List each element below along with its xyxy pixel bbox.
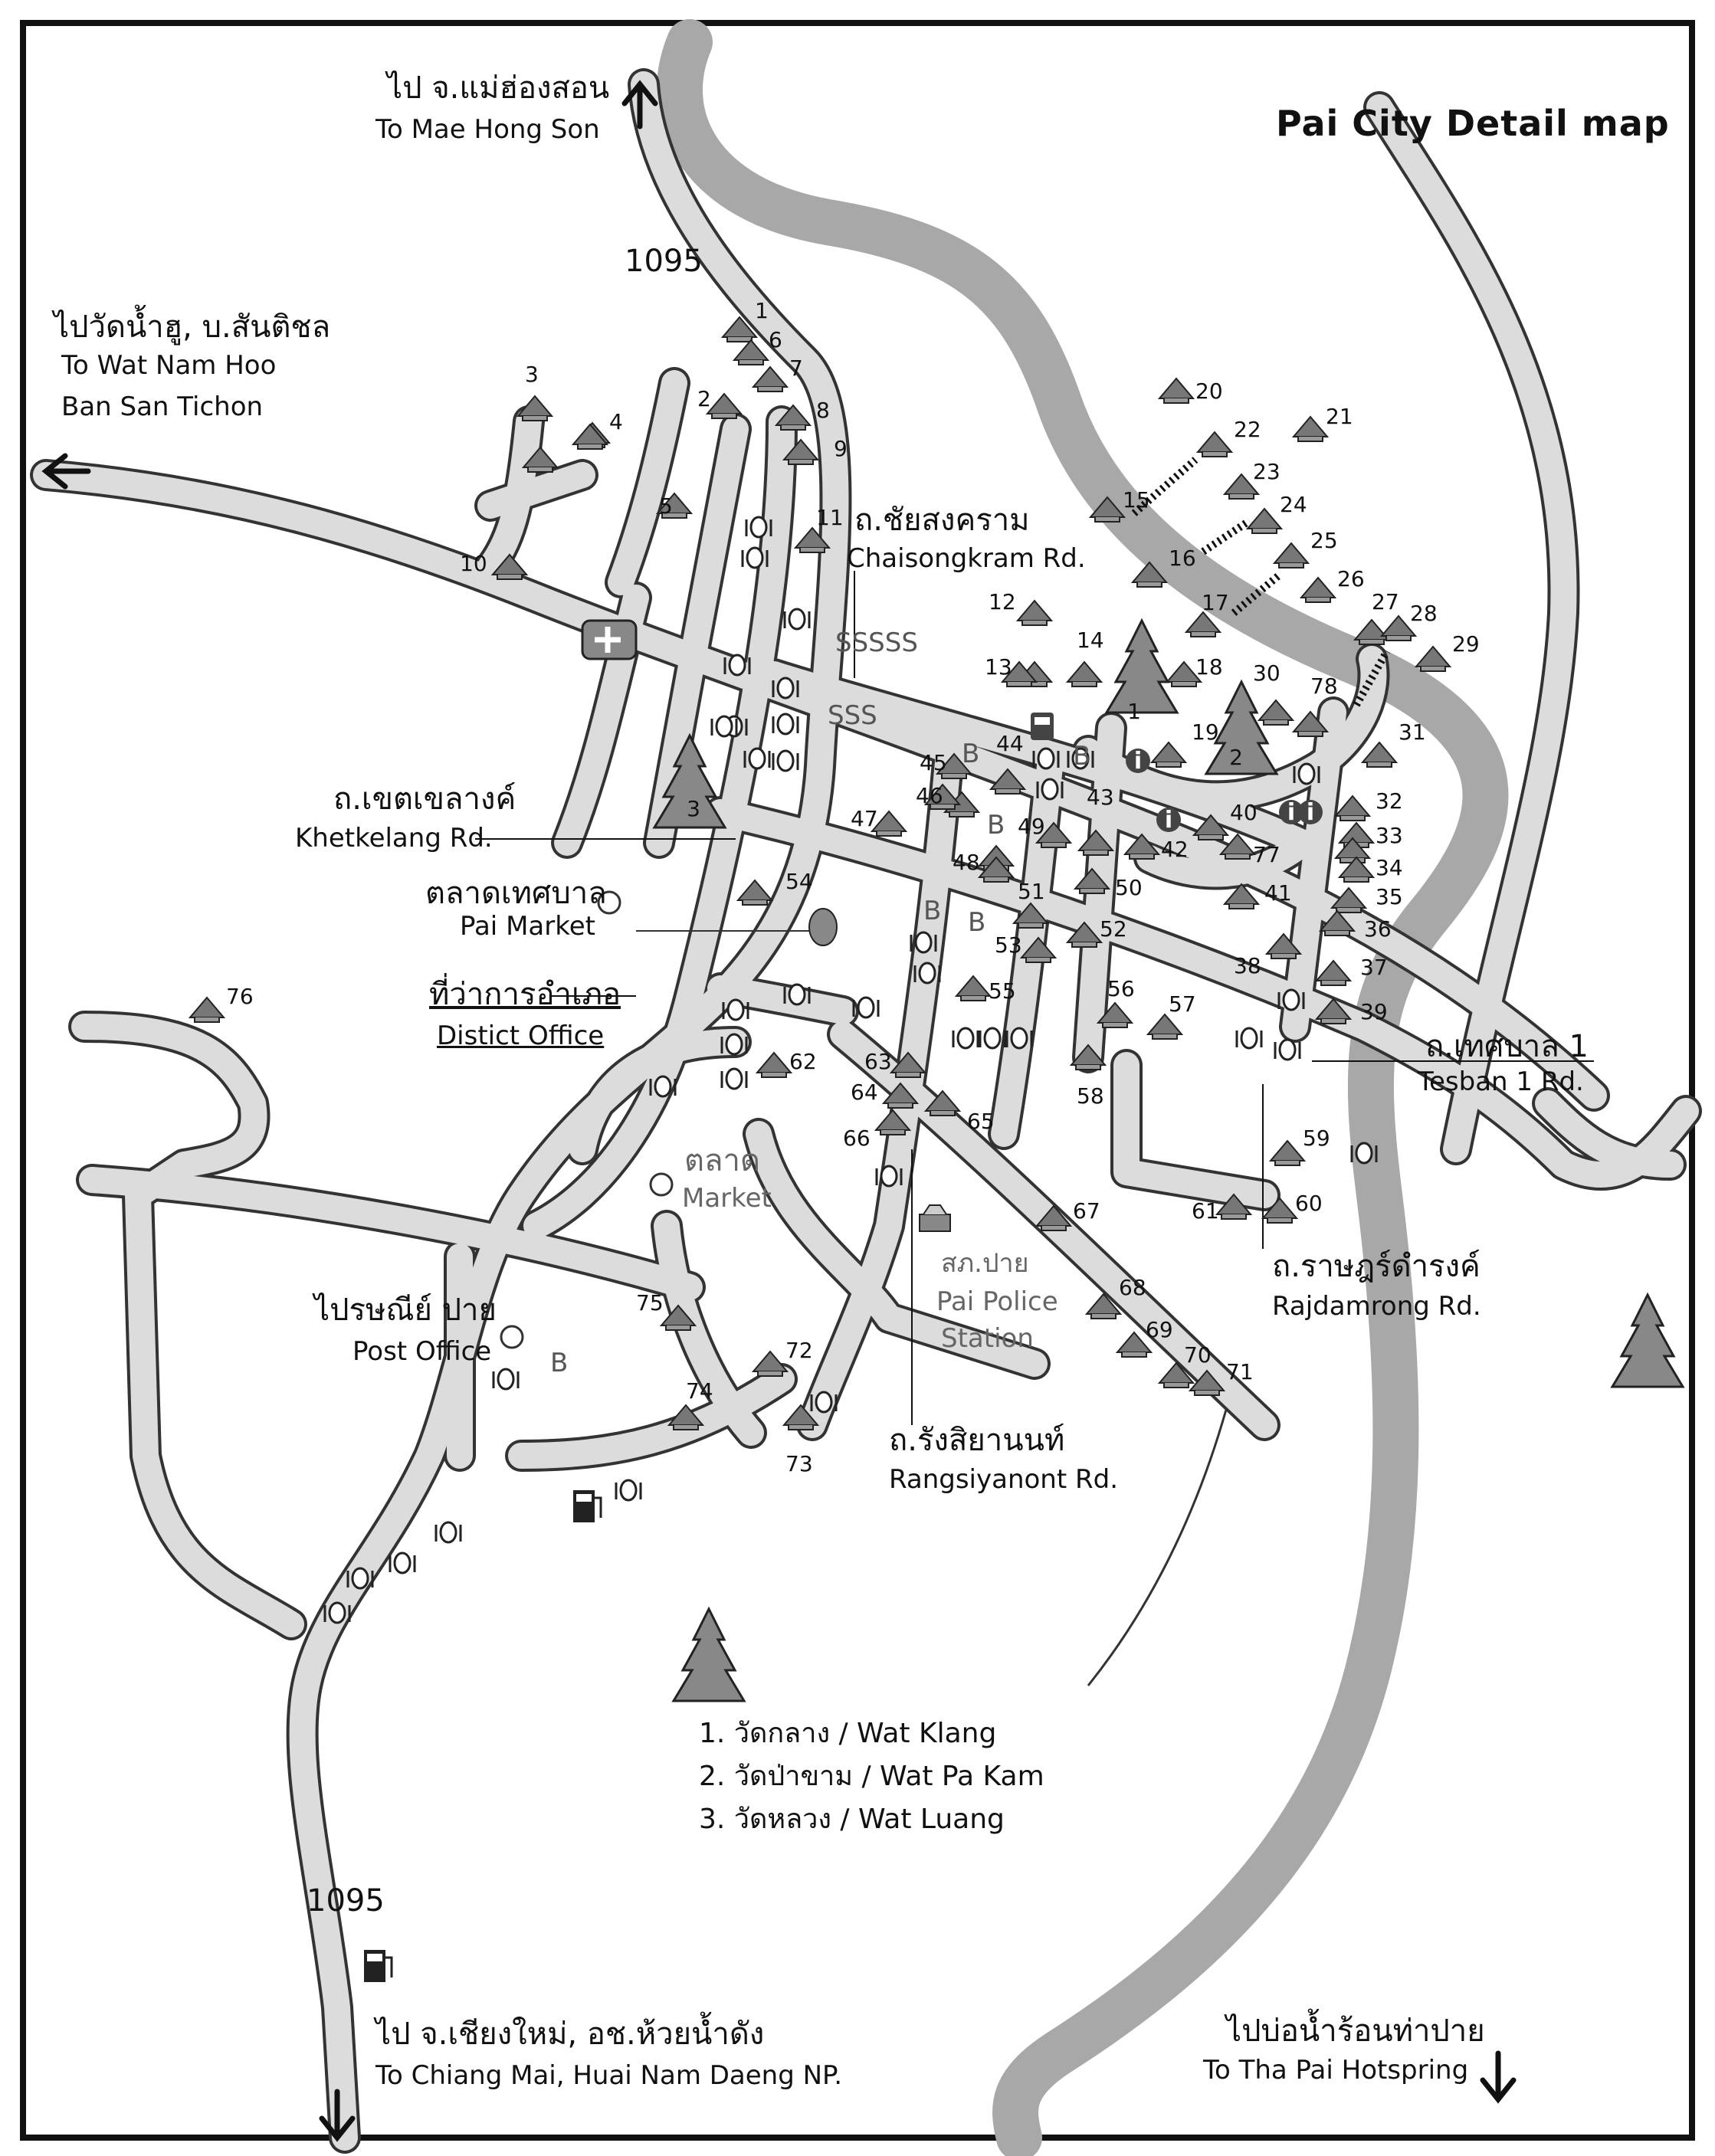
bank-label: B xyxy=(968,907,986,938)
poi-number: 24 xyxy=(1280,492,1307,517)
poi-number: 37 xyxy=(1360,955,1388,980)
market-marker xyxy=(651,1174,672,1195)
poi-number: 39 xyxy=(1360,999,1388,1024)
poi-number: 19 xyxy=(1192,719,1219,745)
poi-number: 43 xyxy=(1087,785,1114,810)
to-chiang-mai-en: To Chiang Mai, Huai Nam Daeng NP. xyxy=(375,2060,843,2091)
poi-number: 38 xyxy=(1234,953,1261,978)
khetkelang-rd-en: Khetkelang Rd. xyxy=(295,823,493,854)
map-title: Pai City Detail map xyxy=(1276,103,1670,144)
poi-number: 71 xyxy=(1226,1359,1254,1384)
poi-number: 30 xyxy=(1253,660,1281,686)
poi-number: 17 xyxy=(1202,590,1229,615)
poi-number: 68 xyxy=(1119,1275,1146,1300)
poi-number: 69 xyxy=(1146,1317,1173,1342)
poi-number: 76 xyxy=(226,984,254,1009)
road-curve-marks: SSS xyxy=(828,700,877,731)
post-office-en: Post Office xyxy=(353,1336,492,1367)
poi-number: 44 xyxy=(996,731,1024,756)
post-office-th: ไปรษณีย์ ปาย xyxy=(314,1293,497,1328)
poi-number: 74 xyxy=(686,1378,713,1404)
poi-number: 52 xyxy=(1100,916,1127,942)
police-station-en-2: Station xyxy=(941,1323,1034,1354)
svg-text:i: i xyxy=(1306,799,1315,826)
poi-number: 77 xyxy=(1253,842,1281,867)
poi-number: 41 xyxy=(1264,880,1292,906)
poi-number: 18 xyxy=(1195,654,1223,680)
poi-number: 59 xyxy=(1303,1126,1330,1151)
khetkelang-rd-th: ถ.เขตเขลางค์ xyxy=(333,781,516,817)
poi-number: 11 xyxy=(816,505,844,530)
poi-number: 64 xyxy=(851,1080,878,1105)
poi-number: 72 xyxy=(785,1338,813,1363)
svg-text:i: i xyxy=(1164,807,1173,834)
legend-item-wat-luang: 3. วัดหลวง / Wat Luang xyxy=(699,1804,1005,1835)
police-station-en-1: Pai Police xyxy=(936,1286,1058,1317)
poi-number: 26 xyxy=(1337,566,1365,591)
poi-number: 28 xyxy=(1410,601,1438,626)
rangsiyanont-rd-en: Rangsiyanont Rd. xyxy=(889,1464,1119,1495)
bank-label: B xyxy=(987,810,1005,840)
chaisongkram-rd-th: ถ.ชัยสงคราม xyxy=(854,503,1030,538)
poi-number: 21 xyxy=(1326,404,1353,429)
poi-number: 49 xyxy=(1018,814,1045,839)
rangsiyanont-rd-th: ถ.รังสิยานนท์ xyxy=(889,1423,1065,1458)
poi-number: 48 xyxy=(953,850,980,875)
ban-san-tichon-en: Ban San Tichon xyxy=(61,392,264,422)
poi-number: 55 xyxy=(989,978,1016,1004)
poi-number: 7 xyxy=(789,356,803,381)
district-office-en: Distict Office xyxy=(437,1021,605,1051)
poi-number: 63 xyxy=(864,1049,892,1074)
poi-number: 15 xyxy=(1123,487,1150,513)
poi-number: 1 xyxy=(755,298,769,323)
poi-number: 29 xyxy=(1452,631,1480,657)
poi-number: 20 xyxy=(1195,378,1223,404)
poi-number: 70 xyxy=(1184,1342,1212,1368)
pai-market-en: Pai Market xyxy=(460,911,595,942)
market-building xyxy=(809,909,837,945)
poi-number: 73 xyxy=(785,1451,813,1476)
poi-number: 16 xyxy=(1169,546,1196,571)
poi-number: 54 xyxy=(785,869,813,894)
poi-number: 65 xyxy=(967,1109,995,1134)
temple-number: 1 xyxy=(1127,699,1141,724)
poi-number: 22 xyxy=(1234,417,1261,442)
post-office-marker xyxy=(501,1326,523,1348)
poi-number: 62 xyxy=(789,1049,817,1074)
poi-number: 5 xyxy=(659,493,673,519)
temple-number: 3 xyxy=(687,796,700,821)
temple-number: 2 xyxy=(1229,745,1243,770)
to-wat-nam-hoo-th: ไปวัดน้ำฮู, บ.สันติชล xyxy=(54,310,331,345)
svg-text:i: i xyxy=(1287,799,1296,826)
poi-number: 47 xyxy=(851,806,878,831)
poi-number: 8 xyxy=(816,398,830,423)
poi-number: 27 xyxy=(1372,589,1399,614)
poi-number: 6 xyxy=(769,327,782,352)
poi-number: 31 xyxy=(1399,719,1426,745)
poi-number: 2 xyxy=(697,386,711,411)
poi-number: 32 xyxy=(1376,788,1403,814)
poi-number: 45 xyxy=(920,750,947,775)
svg-text:i: i xyxy=(1133,748,1143,775)
poi-number: 9 xyxy=(834,436,848,461)
route-1095-north: 1095 xyxy=(625,244,703,279)
poi-number: 66 xyxy=(843,1126,871,1151)
hospital-icon xyxy=(582,621,636,659)
to-mae-hong-son-en: To Mae Hong Son xyxy=(375,114,600,145)
poi-number: 75 xyxy=(636,1290,664,1316)
poi-number: 14 xyxy=(1077,627,1104,653)
poi-number: 60 xyxy=(1295,1191,1323,1216)
pai-market-th: ตลาดเทศบาล xyxy=(425,876,607,911)
poi-number: 78 xyxy=(1310,673,1338,699)
rajdamrong-rd-en: Rajdamrong Rd. xyxy=(1272,1291,1481,1322)
poi-number: 4 xyxy=(609,409,623,434)
tesban-rd-th: ถ.เทศบาล 1 xyxy=(1425,1029,1589,1064)
bank-label: B xyxy=(962,739,980,769)
tesban-rd-en: Tesban 1 Rd. xyxy=(1418,1067,1584,1097)
bank-label: B xyxy=(550,1348,569,1378)
police-station-th: สภ.ปาย xyxy=(941,1248,1029,1279)
market-en: Market xyxy=(682,1183,772,1214)
poi-number: 40 xyxy=(1230,800,1258,825)
legend-item-wat-pa-kam: 2. วัดป่าขาม / Wat Pa Kam xyxy=(699,1761,1044,1792)
rajdamrong-rd-th: ถ.ราษฎร์ดำรงค์ xyxy=(1272,1249,1481,1284)
route-1095-south: 1095 xyxy=(307,1883,385,1918)
poi-number: 10 xyxy=(460,551,487,576)
to-wat-nam-hoo-en: To Wat Nam Hoo xyxy=(61,350,277,381)
poi-number: 61 xyxy=(1192,1198,1219,1224)
legend-item-wat-klang: 1. วัดกลาง / Wat Klang xyxy=(699,1718,997,1749)
bank-label: B xyxy=(1073,741,1091,772)
bus-icon xyxy=(1031,713,1054,740)
poi-number: 3 xyxy=(525,362,539,387)
poi-number: 53 xyxy=(995,932,1022,958)
poi-number: 42 xyxy=(1161,837,1189,862)
poi-number: 58 xyxy=(1077,1083,1104,1109)
poi-number: 36 xyxy=(1364,916,1392,942)
poi-number: 46 xyxy=(916,783,943,808)
poi-number: 67 xyxy=(1073,1198,1100,1224)
poi-number: 34 xyxy=(1376,855,1403,880)
market-th: ตลาด xyxy=(684,1143,760,1178)
poi-number: 51 xyxy=(1018,879,1045,904)
district-office-th: ที่ว่าการอำเภอ xyxy=(429,977,621,1012)
poi-number: 35 xyxy=(1376,884,1403,909)
poi-number: 12 xyxy=(989,589,1016,614)
bank-label: B xyxy=(923,896,942,926)
poi-number: 57 xyxy=(1169,991,1196,1017)
chaisongkram-rd-en: Chaisongkram Rd. xyxy=(847,543,1086,574)
to-mae-hong-son-th: ไป จ.แม่ฮ่องสอน xyxy=(387,70,610,106)
poi-number: 25 xyxy=(1310,528,1338,553)
poi-number: 50 xyxy=(1115,875,1143,900)
to-tha-pai-hotspring-th: ไปบ่อน้ำร้อนท่าปาย xyxy=(1226,2013,1485,2049)
road-curve-marks: SSSSS xyxy=(835,627,918,658)
to-tha-pai-hotspring-en: To Tha Pai Hotspring xyxy=(1203,2055,1469,2086)
poi-number: 23 xyxy=(1253,459,1281,484)
to-chiang-mai-th: ไป จ.เชียงใหม่, อช.ห้วยน้ำดัง xyxy=(375,2017,765,2052)
poi-number: 13 xyxy=(985,654,1012,680)
poi-number: 56 xyxy=(1107,976,1135,1001)
poi-number: 33 xyxy=(1376,823,1403,848)
